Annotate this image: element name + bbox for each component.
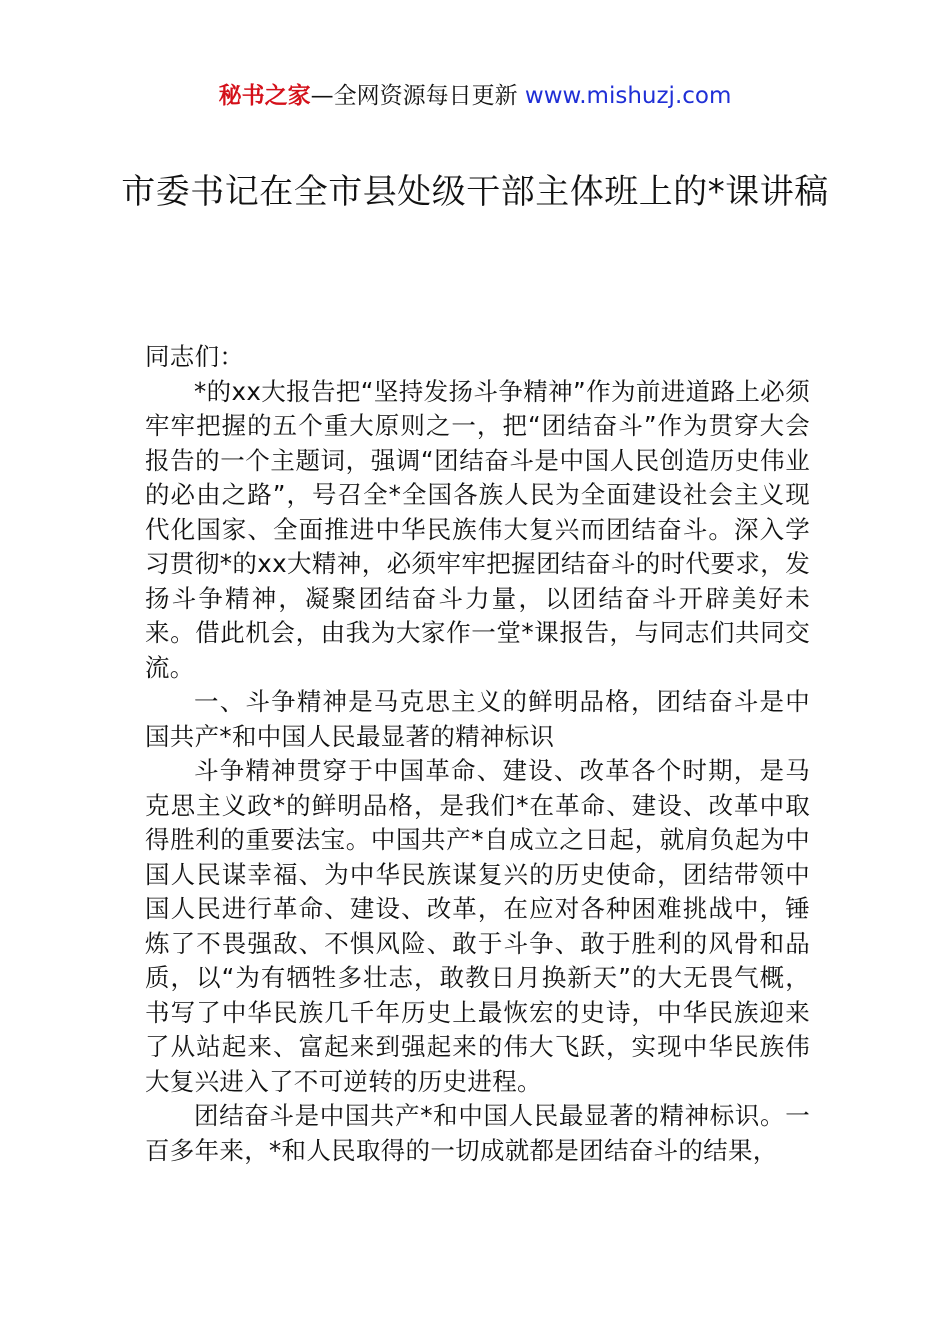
salutation: 同志们： — [145, 342, 245, 371]
brand-name: 秘书之家 — [218, 83, 311, 109]
document-title: 市委书记在全市县处级干部主体班上的*课讲稿 — [121, 172, 829, 212]
header-tagline: —全网资源每日更新 — [310, 83, 525, 109]
paragraph-intro: *的xx大报告把“坚持发扬斗争精神”作为前进道路上必须牢牢把握的五个重大原则之一，把“团结奋斗”作为贯穿大会报告的一个主题词，强调“团结奋斗是中国人民创造历史伟业的必由之路”，号召全*全国各族人民为全面建设社会主义现代化国家、全面推进中华民族伟大复兴而团结奋斗。深入学习贯彻*的xx大精神，必须牢牢把握团结奋斗的时代要求，发扬斗争精神，凝聚团结奋斗力量，以团结奋斗开辟美好未来。借此机会，由我为大家作一堂*课报告，与同志们共同交流。 — [145, 376, 810, 682]
paragraph-unity-struggle: 团结奋斗是中国共产*和中国人民最显著的精神标识。一百多年来，*和人民取得的一切成就都是团结奋斗的结果， — [145, 1101, 810, 1165]
site-url-link[interactable]: www.mishuzj.com — [524, 83, 732, 109]
document-body — [145, 340, 810, 1168]
section-heading-1: 一、斗争精神是马克思主义的鲜明品格，团结奋斗是中国共产*和中国人民最显著的精神标识 — [145, 687, 810, 751]
site-header — [0, 80, 950, 112]
paragraph-struggle-spirit: 斗争精神贯穿于中国革命、建设、改革各个时期，是马克思主义政*的鲜明品格，是我们*在革命、建设、改革中取得胜利的重要法宝。中国共产*自成立之日起，就肩负起为中国人民谋幸福、为中华民族谋复兴的历史使命，团结带领中国人民进行革命、建设、改革，在应对各种困难挑战中，锤炼了不畏强敌、不惧风险、敢于斗争、敢于胜利的风骨和品质，以“为有牺牲多壮志，敢教日月换新天”的大无畏气概，书写了中华民族几千年历史上最恢宏的史诗，中华民族迎来了从站起来、富起来到强起来的伟大飞跃，实现中华民族伟大复兴进入了不可逆转的历史进程。 — [145, 756, 810, 1096]
